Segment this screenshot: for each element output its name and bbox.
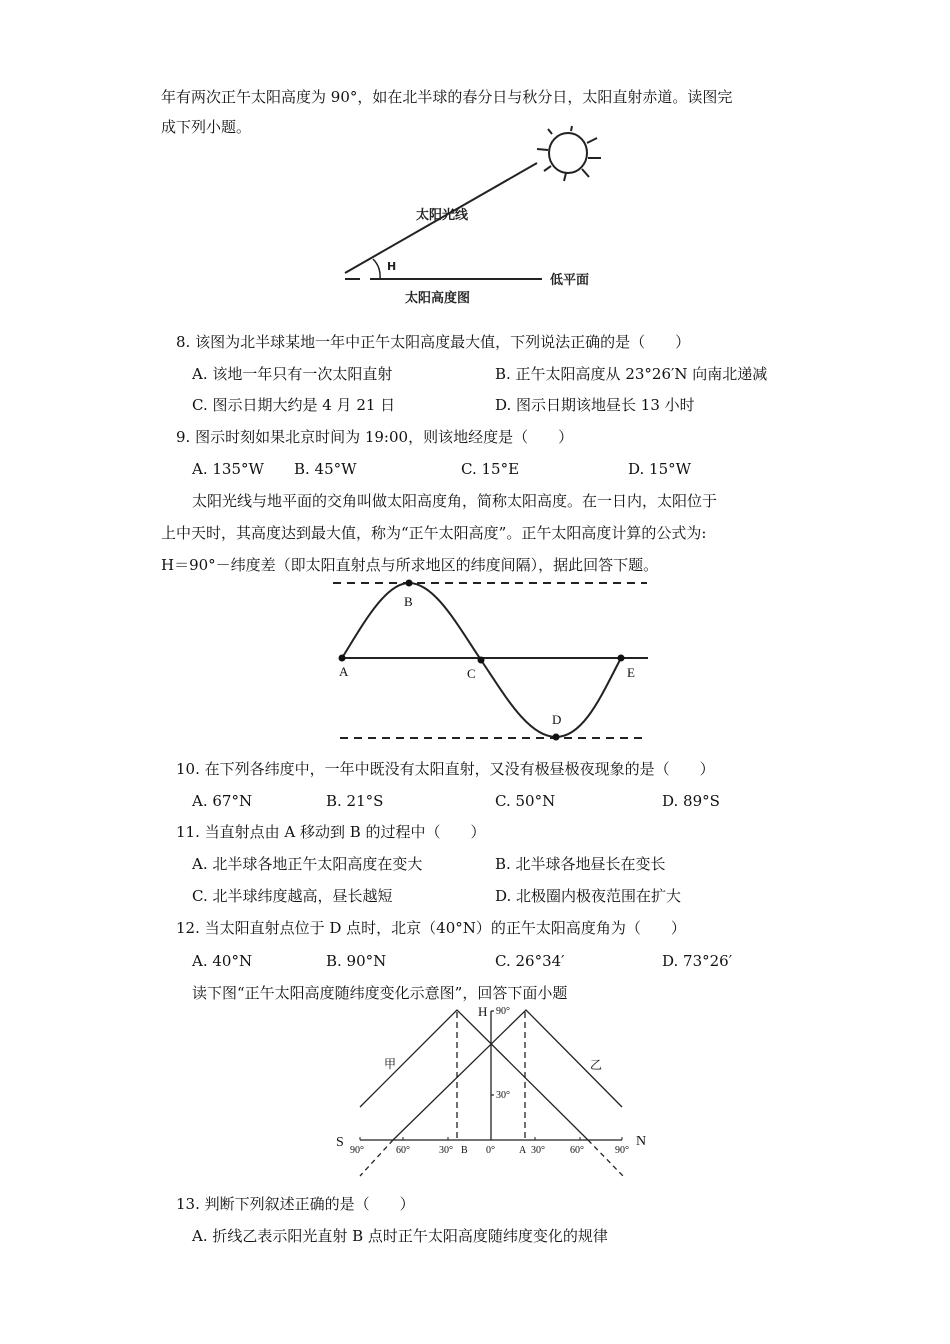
q9-stem: 9. 图示时刻如果北京时间为 19:00，则该地经度是（ ） xyxy=(176,428,574,446)
curve-yi-label: 乙 xyxy=(590,1058,603,1072)
sun-ray-line xyxy=(345,163,537,273)
point-e-label: E xyxy=(627,665,635,680)
figure-altitude-vs-latitude xyxy=(360,1010,623,1176)
q11-stem: 11. 当直射点由 A 移动到 B 的过程中（ ） xyxy=(176,823,486,841)
q8-option-d[interactable]: D. 图示日期该地昼长 13 小时 xyxy=(495,396,695,414)
q11-option-a[interactable]: A. 北半球各地正午太阳高度在变大 xyxy=(192,855,423,873)
h30-label: 30° xyxy=(496,1090,510,1101)
figure1-caption: 太阳高度图 xyxy=(405,291,471,306)
q12-option-d[interactable]: D. 73°26′ xyxy=(662,952,733,970)
q9-option-d[interactable]: D. 15°W xyxy=(628,460,692,478)
q10-option-b[interactable]: B. 21°S xyxy=(326,792,384,810)
q11-option-d[interactable]: D. 北极圈内极夜范围在扩大 xyxy=(495,887,682,905)
q8-stem: 8. 该图为北半球某地一年中正午太阳高度最大值，下列说法正确的是（ ） xyxy=(176,333,691,351)
q11-option-c[interactable]: C. 北半球纬度越高，昼长越短 xyxy=(192,887,393,905)
tick-a: A xyxy=(519,1145,527,1156)
tick-n60: 60° xyxy=(570,1145,584,1156)
q12-option-a[interactable]: A. 40°N xyxy=(192,952,253,970)
point-a-label: A xyxy=(339,664,349,679)
q9-option-b[interactable]: B. 45°W xyxy=(294,460,357,478)
q8-option-c[interactable]: C. 图示日期大约是 4 月 21 日 xyxy=(192,396,396,414)
sun-icon xyxy=(537,126,601,181)
q10-option-d[interactable]: D. 89°S xyxy=(662,792,720,810)
curve-jia-label: 甲 xyxy=(384,1057,397,1071)
q9-option-a[interactable]: A. 135°W xyxy=(192,460,264,478)
ray-label: 太阳光线 xyxy=(416,208,469,223)
tick-b: B xyxy=(461,1145,468,1156)
q8-option-b[interactable]: B. 正午太阳高度从 23°26′N 向南北递减 xyxy=(495,365,768,383)
point-d-label: D xyxy=(552,712,562,727)
point-c-label: C xyxy=(467,666,476,681)
north-label: N xyxy=(636,1134,647,1149)
passage2-line-3: H＝90°－纬度差（即太阳直射点与所求地区的纬度间隔），据此回答下题。 xyxy=(161,556,659,574)
tick-zero: 0° xyxy=(486,1145,495,1156)
q13-option-a[interactable]: A. 折线乙表示阳光直射 B 点时正午太阳高度随纬度变化的规律 xyxy=(192,1227,608,1245)
south-label: S xyxy=(336,1135,344,1150)
figure-direct-point-path xyxy=(333,580,648,741)
q12-option-c[interactable]: C. 26°34′ xyxy=(495,952,565,970)
tick-n90: 90° xyxy=(615,1145,629,1156)
point-b-label: B xyxy=(404,594,413,609)
q11-option-b[interactable]: B. 北半球各地昼长在变长 xyxy=(495,855,666,873)
passage3-line-1: 读下图“正午太阳高度随纬度变化示意图”，回答下面小题 xyxy=(192,984,568,1002)
tick-s30: 30° xyxy=(439,1145,453,1156)
q13-stem: 13. 判断下列叙述正确的是（ ） xyxy=(176,1195,415,1213)
h90-label: 90° xyxy=(496,1006,510,1017)
q8-option-a[interactable]: A. 该地一年只有一次太阳直射 xyxy=(192,365,393,383)
intro-line-2: 成下列小题。 xyxy=(161,118,252,136)
h-axis-label: H xyxy=(478,1004,488,1019)
q12-option-b[interactable]: B. 90°N xyxy=(326,952,387,970)
q10-option-c[interactable]: C. 50°N xyxy=(495,792,556,810)
tick-s60: 60° xyxy=(396,1145,410,1156)
tick-s90: 90° xyxy=(350,1145,364,1156)
passage2-line-1: 太阳光线与地平面的交角叫做太阳高度角，简称太阳高度。在一日内，太阳位于 xyxy=(192,492,718,510)
intro-line-1: 年有两次正午太阳高度为 90°，如在北半球的春分日与秋分日，太阳直射赤道。读图完 xyxy=(161,88,733,106)
angle-label: H xyxy=(387,260,397,273)
tick-n30: 30° xyxy=(531,1145,545,1156)
q10-stem: 10. 在下列各纬度中，一年中既没有太阳直射，又没有极昼极夜现象的是（ ） xyxy=(176,760,715,778)
q9-option-c[interactable]: C. 15°E xyxy=(461,460,520,478)
q10-option-a[interactable]: A. 67°N xyxy=(192,792,253,810)
passage2-line-2: 上中天时，其高度达到最大值，称为“正午太阳高度”。正午太阳高度计算的公式为: xyxy=(161,524,707,542)
q12-stem: 12. 当太阳直射点位于 D 点时，北京（40°N）的正午太阳高度角为（ ） xyxy=(176,919,686,937)
plane-label: 低平面 xyxy=(550,273,590,288)
